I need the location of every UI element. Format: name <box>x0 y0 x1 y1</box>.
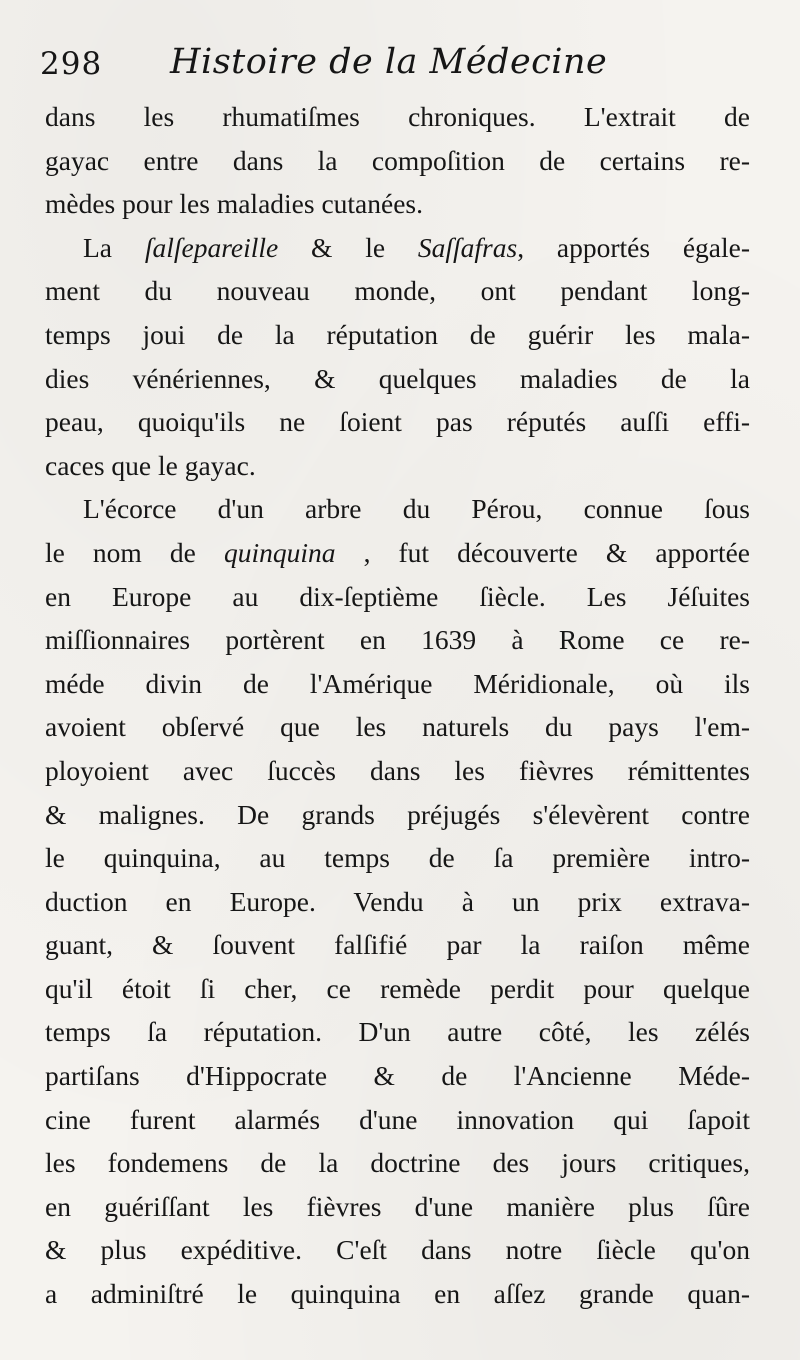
text-line: L'écorce d'un arbre du Pérou, connue ſous <box>83 493 750 525</box>
running-title: Histoire de la Médecine <box>170 42 608 82</box>
text-line: duction en Europe. Vendu à un prix extrava- <box>45 885 750 917</box>
text-line: dies vénériennes, & quelques maladies de la <box>45 362 750 394</box>
text-line: mèdes pour les maladies cutanées. <box>45 188 423 220</box>
text-line: gayac entre dans la compoſition de certains re- <box>45 144 750 176</box>
text-line: cine furent alarmés d'une innovation qui ſapoit <box>45 1103 750 1135</box>
text-line: & malignes. De grands préjugés s'élevèrent contre <box>45 798 750 830</box>
text-line: dans les rhumatiſmes chroniques. L'extrait de <box>45 101 750 132</box>
page-number: 298 <box>40 46 103 82</box>
text-line: avoient obſervé que les naturels du pays l'em- <box>45 711 750 743</box>
text-segment: , fut découverte & apportée <box>335 536 750 568</box>
text-segment: La <box>83 231 145 263</box>
text-segment: , apportés égale- <box>517 231 750 263</box>
text-line <box>45 531 750 575</box>
text-line: temps ſa réputation. D'un autre côté, les zélés <box>45 1016 750 1048</box>
italic-term: Saſſafras <box>417 231 518 263</box>
text-line: en guériſſant les fièvres d'une manière plus ſûre <box>45 1190 750 1222</box>
page-header <box>40 40 760 90</box>
italic-term: quinquina <box>223 536 336 568</box>
text-line: miſſionnaires portèrent en 1639 à Rome ce re- <box>45 624 750 656</box>
text-segment: le nom de <box>45 536 224 568</box>
text-line <box>45 226 750 270</box>
text-line: les fondemens de la doctrine des jours critiques, <box>45 1147 750 1179</box>
text-line: caces que le gayac. <box>45 449 256 481</box>
body-text <box>45 95 750 1316</box>
text-line: méde divin de l'Amérique Méridionale, où ils <box>45 667 750 699</box>
text-line: peau, quoiqu'ils ne ſoient pas réputés auſſi effi- <box>45 406 750 438</box>
text-line: a adminiſtré le quinquina en aſſez grande quan- <box>45 1278 750 1310</box>
text-line: partiſans d'Hippocrate & de l'Ancienne Méde- <box>45 1060 750 1092</box>
italic-term: ſalſepareille <box>144 231 279 263</box>
text-line: le quinquina, au temps de ſa première intro- <box>45 842 750 874</box>
text-line: qu'il étoit ſi cher, ce remède perdit pour quelque <box>45 972 750 1004</box>
text-line: en Europe au dix-ſeptième ſiècle. Les Jéſuites <box>45 580 750 612</box>
text-line: guant, & ſouvent falſifié par la raiſon même <box>45 929 750 961</box>
text-line: ment du nouveau monde, ont pendant long- <box>45 275 750 307</box>
text-line: & plus expéditive. C'eſt dans notre ſiècle qu'on <box>45 1234 750 1266</box>
text-segment: & le <box>278 231 418 263</box>
text-line: ployoient avec ſuccès dans les fièvres rémittentes <box>45 754 750 786</box>
text-line: temps joui de la réputation de guérir les mala- <box>45 318 750 350</box>
